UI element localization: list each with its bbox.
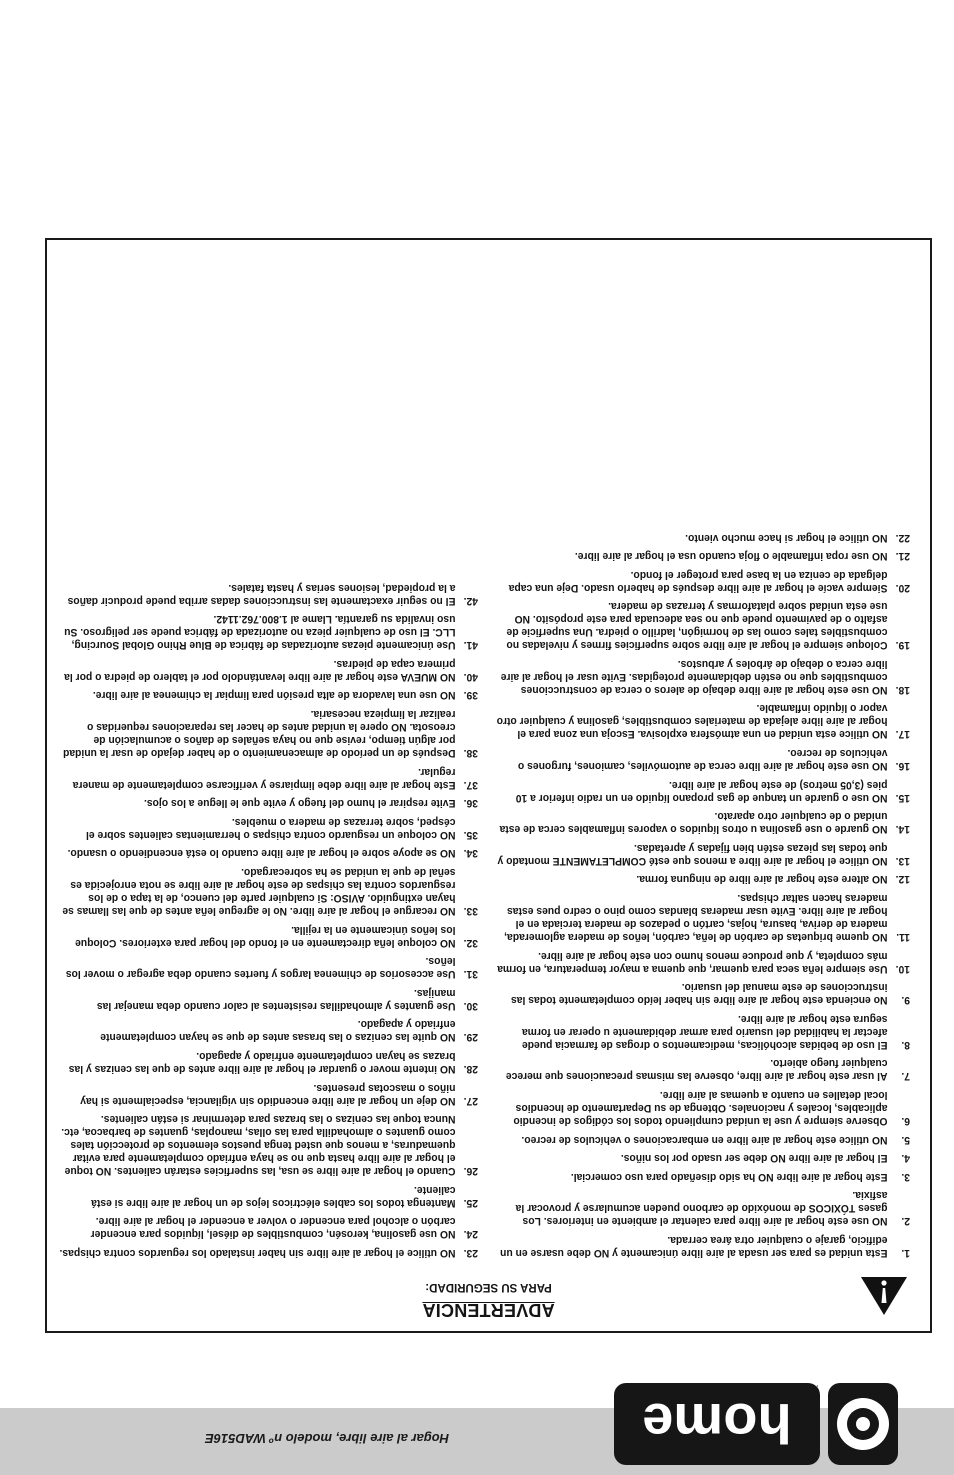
warning-item-text: No encienda este hogar al aire libre sin haber leído completamente todas las instrucciones de este manual del usuario. (511, 981, 888, 1007)
warning-item (496, 1170, 910, 1183)
warning-item (496, 657, 910, 696)
warning-item (60, 657, 478, 683)
warning-item-text: Después de un período de almacenamiento o de haber dejado de usar la unidad por algún tiempo, revise que no haya señales de daños o acumulación de creosota. NO opere la unidad antes de hacer las reparaciones requeridas o realizar la limpieza necesaria. (63, 708, 456, 760)
warning-item-number: 26. (463, 1165, 478, 1178)
warning-item (496, 568, 910, 594)
warning-item-text: Use accesorios de chimenea largos y fuertes cuando deba agregar o mover los leños. (65, 955, 456, 981)
warning-item-number: 25. (463, 1196, 478, 1209)
warning-item-number: 5. (901, 1133, 910, 1146)
warning-item-text: El no seguir exactamente las instrucciones dadas arriba puede producir daños a la propiedad, lesiones serias y hasta fatales. (67, 581, 456, 607)
warning-subtitle: PARA SU SEGURIDAD: (425, 1281, 552, 1293)
warning-item-number: 12. (895, 873, 910, 886)
safety-warning-box (45, 238, 932, 1333)
warning-item (60, 1017, 478, 1043)
warning-item-text: Mantenga todos los cables eléctricos lejos de un hogar al aire libre si está caliente. (91, 1183, 456, 1209)
warning-item (60, 689, 478, 702)
warning-item-number: 10. (895, 962, 910, 975)
warning-title: ADVERTENCIA (422, 1300, 555, 1320)
warning-item-text: Observe siempre y use la unidad cumpliendo todos los códigos de incendio aplicables, locales y nacionales. Obtenga de su Departamento de Incendios local detalles en cuanto a quemas al aire libre. (513, 1089, 888, 1128)
warning-item-number: 37. (463, 778, 478, 791)
warning-item-number: 22. (895, 531, 910, 544)
warning-item-text: NO utilice esta unidad en una atmósfera explosiva. Escoja una zona para el hogar al aire libre alejada de materiales combustibles, gasolina y cualquier otro vapor o líquido inflamable. (496, 702, 888, 741)
brand-wordmark: home (642, 1392, 792, 1455)
warning-item-text: Al usar este hogar al aire libre, observe las mismas precauciones que merece cualquier fuego abierto. (505, 1057, 888, 1083)
warning-item-text: Siempre vacíe el hogar al aire libre después de haberlo usado. Deje una capa delgada de ceniza en la base para proteger el fondo. (508, 568, 888, 594)
warning-item (496, 1012, 910, 1051)
warning-item-text: El hogar al aire libre NO debe ser usado por los niños. (620, 1152, 888, 1165)
warning-item-text: Esta unidad es para ser usada al aire libre únicamente y NO debe usarse en un edificio, garaje o cualquier otra área cerrada. (500, 1234, 888, 1259)
warning-item-text: NO quite las cenizas o las brasas antes de que se hayan completamente enfriado y apagado. (100, 1018, 456, 1044)
warning-item-text: NO use gasolina, kerosén, combustibles de diésel, líquidos para encender carbón o alcohol para encender o volver a encender el hogar al aire libre. (90, 1215, 456, 1241)
warning-item-text: NO intente mover o guardar el hogar al aire libre antes de que las cenizas y las brazas se hayan completamente enfriado y apagado. (68, 1050, 456, 1076)
warning-item (60, 865, 478, 917)
warning-item (60, 1081, 478, 1107)
warning-item-number: 17. (895, 728, 910, 741)
warning-item-text: NO se apoye sobre el hogar al aire libre cuando lo está encendiendo o usando. (67, 847, 456, 860)
warning-item (60, 1246, 478, 1259)
warning-item (496, 1233, 910, 1259)
warning-item (496, 891, 910, 943)
warning-item (60, 954, 478, 980)
warning-item (496, 809, 910, 835)
warning-item-text: NO use este hogar al aire libre cerca de automóviles, camiones, furgones o vehículos de recreo. (517, 747, 888, 773)
warning-item-number: 20. (895, 581, 910, 594)
warning-item-text: NO altere este hogar al aire libre de ninguna forma. (636, 873, 888, 886)
warning-item-text: Este hogar al aire libre debe limpiarse y verificarse completamente de manera regular. (72, 765, 456, 791)
warning-item-number: 40. (463, 670, 478, 683)
warning-item-number: 24. (463, 1228, 478, 1241)
warning-item (496, 1151, 910, 1164)
warning-item (496, 531, 910, 544)
warning-item (496, 549, 910, 562)
trademark-mark: TM (810, 1383, 819, 1389)
warning-item (60, 1049, 478, 1075)
warning-item (496, 778, 910, 804)
warning-item (60, 1183, 478, 1209)
warning-item-number: 35. (463, 828, 478, 841)
warning-item-text: NO deje un hogar al aire libre encendido sin vigilancia, especialmente si hay niños o mascotas presentes. (80, 1081, 456, 1107)
warning-item-number: 36. (463, 797, 478, 810)
warning-item (496, 702, 910, 741)
warning-item-number: 34. (463, 847, 478, 860)
warning-item-number: 1. (901, 1247, 910, 1259)
warning-item (496, 1088, 910, 1127)
warning-item-text: Este hogar al aire libre NO ha sido diseñado para uso comercial. (570, 1170, 888, 1183)
warning-item-text: NO use este hogar al aire libre para calentar el ambiente en interiores. Los gases TÓXICOS de monóxido de carbono pueden acumularse y provocar la asfixia. (515, 1189, 888, 1228)
warning-item (60, 796, 478, 809)
warning-item-number: 41. (463, 639, 478, 652)
warning-item (60, 923, 478, 949)
warning-item (60, 1112, 478, 1177)
document-title: Hogar al aire libre, modelo nº WAD516E (205, 1431, 449, 1446)
warning-item (60, 765, 478, 791)
warning-item-number: 2. (901, 1215, 910, 1228)
warning-item-text: NO queme briquetas de carbón de leña, carbón, leños de madera aglomerada, madera de deriva, basura, hojas, cartón o pedazos de madera terciada en el hogar al aire libre. Evite usar maderas blandas como pino o cedro pues estas maderas hacen saltar chispas. (504, 892, 888, 944)
warning-item-number: 31. (463, 968, 478, 981)
warning-item-text: NO guarde o use gasolina u otros líquidos o vapores inflamables cerca de esta unidad o de cualquier otro aparato. (499, 810, 888, 836)
warning-item-number: 21. (895, 550, 910, 563)
warning-item (496, 949, 910, 975)
warning-item-number: 27. (463, 1094, 478, 1107)
warning-item-number: 9. (901, 994, 910, 1007)
warning-item-number: 4. (901, 1152, 910, 1165)
warning-item (496, 1056, 910, 1082)
warning-item-text: NO utilice el hogar al aire libre a menos que esté COMPLETAMENTE montado y que todas las piezas estén bien fijadas y apretadas. (497, 841, 888, 867)
warning-item-number: 14. (895, 823, 910, 836)
warning-item-number: 6. (901, 1115, 910, 1128)
warning-item-text: NO utilice este hogar al aire libre en embarcaciones o vehículos de recreo. (521, 1133, 888, 1146)
warning-item-text: Use siempre leña seca para quemar, que quema a mayor temperatura, en forma más completa, y que produce menos humo con este hogar al aire libre. (497, 949, 888, 975)
warning-item (60, 1214, 478, 1240)
warning-item (496, 746, 910, 772)
warning-item (496, 599, 910, 651)
warning-item-number: 29. (463, 1031, 478, 1044)
warning-item-number: 42. (463, 594, 478, 607)
warning-list-right (58, 575, 478, 1259)
warning-item-number: 39. (463, 689, 478, 702)
warning-item (496, 841, 910, 867)
warning-item-text: El uso de bebidas alcohólicas, medicamentos o drogas de farmacia puede afectar la habilidad del usuario para armar debidamente u operar en forma segura este hogar al aire libre. (521, 1012, 888, 1051)
warning-item (60, 846, 478, 859)
warning-item-number: 33. (463, 905, 478, 918)
warning-item-number: 15. (895, 791, 910, 804)
warning-item-number: 38. (463, 747, 478, 760)
warning-item-text: Use guantes y almohadillas resistentes al calor cuando deba manejar las manijas. (96, 986, 456, 1012)
warning-item-text: NO recargue el hogar al aire libre. No le agregue leña antes de que las llamas se hayan extinguido. AVISO: Si cualquier parte del cuenco, de la tapa o de los resguardos contra las chispas de este hogar al aire libre se nota enrojecida es señal de que la unidad se ha sobrecargado. (62, 866, 456, 918)
warning-item (496, 1188, 910, 1227)
warning-item (60, 581, 478, 607)
warning-list-left (494, 525, 910, 1259)
warning-item-number: 13. (895, 854, 910, 867)
warning-item-number: 18. (895, 683, 910, 696)
warning-item-number: 3. (901, 1170, 910, 1183)
warning-item (60, 815, 478, 841)
warning-item (60, 612, 478, 651)
warning-item-text: Use únicamente piezas autorizadas de fábrica de Blue Rhino Global Sourcing, LLC. El uso de cualquier pieza no autorizada de fábrica puede ser peligroso. Su uso invalida su garantía. Llame al 1.800.762.1142. (64, 613, 456, 652)
warning-item-number: 23. (463, 1247, 478, 1259)
warning-item-text: NO utilice el hogar al aire libre sin haber instalado los reguardos contra chispas. (59, 1247, 456, 1259)
warning-item-text: NO use este hogar al aire libre debajo de aleros o cerca de construcciones combustibles que no estén debidamente protegidas. Evite usar el hogar al aire libre cerca o debajo de árboles y arbustos. (500, 657, 888, 696)
warning-item (60, 707, 478, 759)
warning-item (496, 980, 910, 1006)
warning-item-number: 19. (895, 639, 910, 652)
warning-item-text: NO utilice el hogar si hace mucho viento. (685, 531, 888, 544)
home-logo (614, 1383, 898, 1465)
warning-item (496, 1133, 910, 1146)
warning-item-number: 8. (901, 1038, 910, 1051)
warning-item-text: Cuando el hogar al aire libre se usa, las superficies estarán calientes. NO toque el hogar al aire libre hasta que no se haya enfriado completamente para evitar quemaduras, a menos que usted tenga puestos elementos de protección tales como guantes o almohadilla para las ollas, manoplas, guantes de barbacoa, etc. Nunca toque las cenizas o las brazas para determinar si están calientes. (61, 1113, 456, 1178)
warning-item-number: 7. (901, 1070, 910, 1083)
warning-item-text: NO use ropa inflamable o floja cuando usa el hogar al aire libre. (574, 550, 888, 563)
warning-item-number: 11. (896, 931, 910, 944)
warning-item-number: 28. (463, 1063, 478, 1076)
warning-item-text: NO use o guarde un tanque de gas propano líquido en un radio inferior a 10 pies (3,05 metros) de este hogar al aire libre. (515, 778, 888, 804)
warning-item-number: 30. (463, 999, 478, 1012)
warning-item-text: NO coloque un resguardo contra chispas o herramientas calientes sobre el césped, sobre terrazas de madera o muebles. (85, 815, 456, 841)
warning-item (60, 986, 478, 1012)
warning-item-text: Coloque siempre el hogar al aire libre sobre superficies firmes y niveladas no combustibles tales como las de hormigón, ladrillo o piedra. Una superficie de asfalto o de pavimento puede que no sea adecuada para este propósito. NO use esta unidad sobre plataformas y terrazas de madera. (506, 600, 888, 652)
warning-item-text: NO MUEVA este hogar al aire libre levantándolo por el tablero de piedra o por la primera capa de piedras. (64, 657, 456, 683)
warning-item-text: NO use una lavadora de alta presión para limpiar la chimenea al aire libre. (92, 689, 456, 702)
warning-item-text: Evite respirar el humo del fuego y evite que le llegue a los ojos. (143, 797, 456, 810)
warning-item (496, 872, 910, 885)
warning-item-number: 16. (895, 760, 910, 773)
warning-item-text: NO coloque leña directamente en el fondo del hogar para exteriores. Coloque los leños únicamente en la rejilla. (75, 923, 456, 949)
warning-item-number: 32. (463, 936, 478, 949)
